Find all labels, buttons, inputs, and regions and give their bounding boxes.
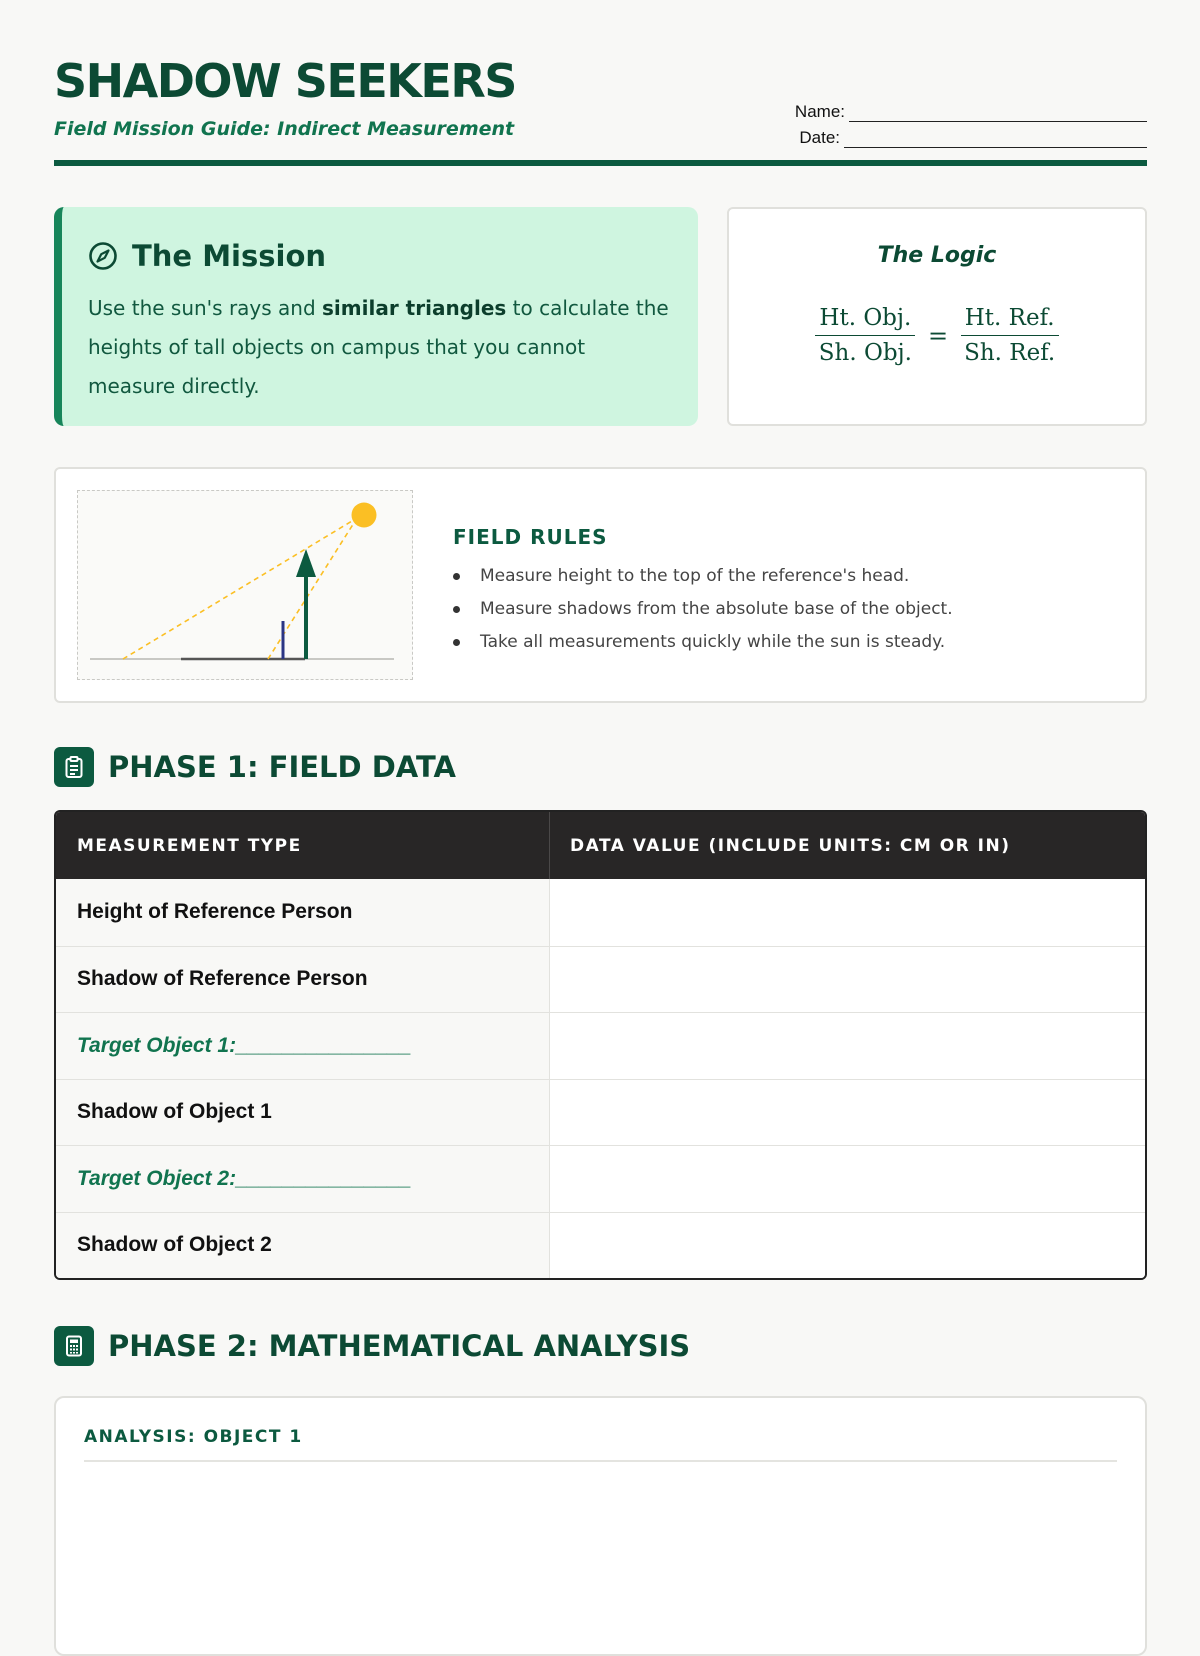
sun-ray-reference <box>268 518 357 659</box>
table-row <box>56 1145 1145 1212</box>
page-subtitle: Field Mission Guide: Indirect Measurement <box>54 118 515 140</box>
table-row <box>56 1212 1145 1279</box>
table-row <box>56 946 1145 1013</box>
rule-text: Measure shadows from the absolute base of the object. <box>480 599 953 619</box>
proportion-formula <box>729 301 1145 370</box>
table-row <box>56 1012 1145 1079</box>
measurement-label[interactable]: Target Object 2:_______________ <box>56 1146 550 1212</box>
data-value-cell[interactable] <box>550 879 1145 946</box>
left-fraction <box>815 301 916 370</box>
field-data-table <box>54 810 1147 1280</box>
right-denominator: Sh. Ref. <box>964 340 1056 366</box>
shadow-diagram <box>77 490 413 680</box>
analysis-title: ANALYSIS: OBJECT 1 <box>84 1427 303 1447</box>
date-field[interactable] <box>844 129 1147 148</box>
bullet-icon <box>453 606 460 613</box>
analysis-box <box>54 1396 1147 1656</box>
measurement-label: Shadow of Reference Person <box>56 947 550 1013</box>
mission-text-bold: similar triangles <box>322 296 507 320</box>
rule-text: Take all measurements quickly while the sun is steady. <box>480 632 946 652</box>
measurement-label: Shadow of Object 2 <box>56 1213 550 1279</box>
phase2-title: PHASE 2: MATHEMATICAL ANALYSIS <box>108 1329 691 1363</box>
date-label: Date: <box>799 128 840 147</box>
field-rules-box <box>54 467 1147 703</box>
data-value-cell[interactable] <box>550 947 1145 1013</box>
table-row <box>56 879 1145 946</box>
mission-box <box>54 207 698 426</box>
name-label: Name: <box>794 102 845 121</box>
logic-title: The Logic <box>877 243 997 268</box>
logic-box <box>727 207 1147 426</box>
left-numerator: Ht. Obj. <box>815 301 915 336</box>
mission-text-start: Use the sun's rays and <box>88 296 323 320</box>
measurement-label[interactable]: Target Object 1:_______________ <box>56 1013 550 1079</box>
header <box>54 0 1147 168</box>
student-info <box>795 96 1147 148</box>
sun-icon <box>352 503 377 528</box>
name-row <box>795 96 1147 122</box>
mission-header <box>88 239 672 273</box>
phase1-header <box>54 747 456 787</box>
rule-item <box>453 560 953 593</box>
phase1-title: PHASE 1: FIELD DATA <box>108 750 456 784</box>
object-arrowhead <box>296 549 316 577</box>
mission-description <box>88 289 672 406</box>
analysis-divider <box>84 1460 1117 1462</box>
bullet-icon <box>453 639 460 646</box>
table-body <box>56 879 1145 1278</box>
equals-sign: = <box>927 321 949 350</box>
worksheet-page <box>54 0 1147 1447</box>
data-value-cell[interactable] <box>550 1213 1145 1279</box>
field-rules-list <box>453 560 953 659</box>
column-header: MEASUREMENT TYPE <box>56 812 550 879</box>
bullet-icon <box>453 573 460 580</box>
left-denominator: Sh. Obj. <box>818 340 912 366</box>
table-row <box>56 1079 1145 1146</box>
right-fraction <box>960 301 1059 370</box>
rule-item <box>453 593 953 626</box>
calculator-icon <box>54 1326 94 1366</box>
clipboard-icon <box>54 747 94 787</box>
mission-text-end: to calculate the heights of tall objects on campus that you cannot measure directly. <box>88 296 669 398</box>
data-value-cell[interactable] <box>550 1013 1145 1079</box>
data-value-cell[interactable] <box>550 1146 1145 1212</box>
data-value-cell[interactable] <box>550 1080 1145 1146</box>
mission-title: The Mission <box>132 239 327 273</box>
sun-ray-object <box>123 518 357 659</box>
compass-icon <box>88 241 118 271</box>
rule-text: Measure height to the top of the reference's head. <box>480 566 910 586</box>
page-title: SHADOW SEEKERS <box>54 54 516 108</box>
shadow-diagram-illustration <box>78 491 411 678</box>
field-rules-title: FIELD RULES <box>453 525 608 549</box>
name-field[interactable] <box>849 103 1147 122</box>
phase2-header <box>54 1326 690 1366</box>
date-row <box>795 122 1147 148</box>
rule-item <box>453 626 953 659</box>
measurement-label: Height of Reference Person <box>56 879 550 946</box>
column-header: DATA VALUE (INCLUDE UNITS: CM OR IN) <box>570 835 1011 856</box>
right-numerator: Ht. Ref. <box>961 301 1059 336</box>
measurement-label: Shadow of Object 1 <box>56 1080 550 1146</box>
header-divider <box>54 160 1147 166</box>
table-header <box>56 812 1145 879</box>
